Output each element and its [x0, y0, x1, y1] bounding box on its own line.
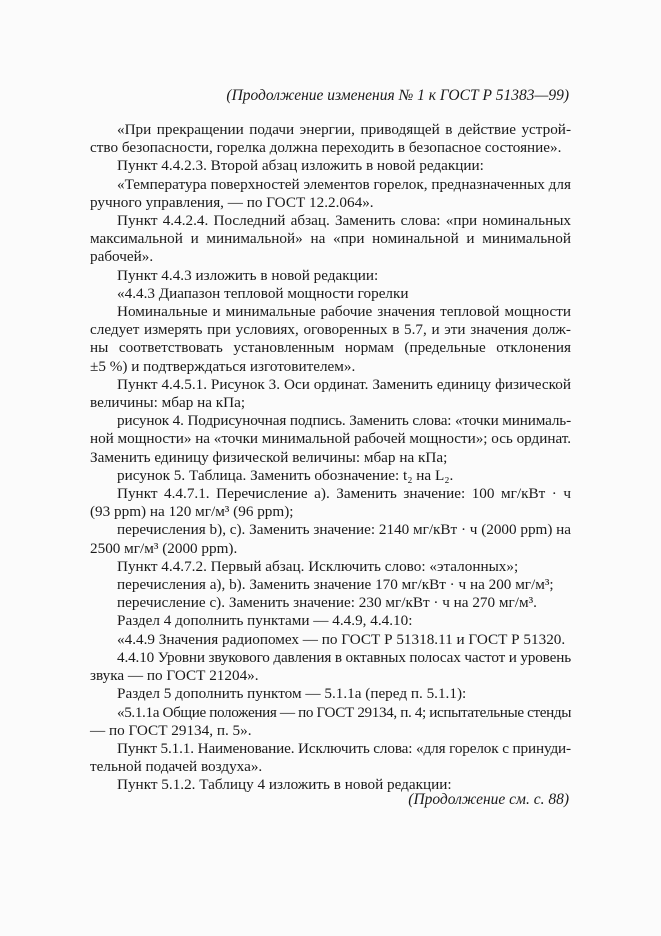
text-line: ство безопасности, горелка должна переходить в безопасное состояние».: [90, 139, 562, 157]
text-line: перечисления а), b). Заменить значение 170 мг/кВт · ч на 200 мг/м³;: [117, 576, 554, 594]
text-line: Пункт 5.1.1. Наименование. Исключить слова: «для горелок с принуди-: [117, 739, 571, 757]
text-line: рисунок 4. Подрисуночная подпись. Заменить слова: «точки минималь-: [117, 412, 572, 430]
paragraph: [90, 157, 571, 175]
page-footer: (Продолжение см. с. 88): [408, 791, 569, 808]
paragraph: [90, 704, 571, 740]
text-line: перечисление с). Заменить значение: 230 мг/кВт · ч на 270 мг/м³.: [117, 594, 537, 612]
paragraph: [90, 594, 571, 612]
text-line: Заменить единицу физической величины: мбар на кПа;: [90, 448, 448, 466]
text-line: Пункт 4.4.2.3. Второй абзац изложить в новой редакции:: [117, 157, 484, 175]
text-line: ±5 %) и подтверждаться изготовителем».: [90, 357, 356, 375]
paragraph: [90, 521, 571, 557]
text-line: Номинальные и минимальные рабочие значения тепловой мощности: [117, 303, 571, 321]
text-line: Пункт 4.4.7.1. Перечисление а). Заменить значение: 100 мг/кВт · ч: [117, 485, 571, 503]
text-line: рисунок 5. Таблица. Заменить обозначение: t₂ на L₂.: [117, 466, 454, 484]
text-line: ручного управления, — по ГОСТ 12.2.064».: [90, 193, 374, 211]
text-line: тельной подачей воздуха».: [90, 758, 263, 776]
paragraph: [90, 740, 571, 776]
text-line: Пункт 4.4.5.1. Рисунок 3. Оси ординат. Заменить единицу физической: [117, 375, 571, 393]
paragraph: [90, 121, 571, 157]
text-line: величины: мбар на кПа;: [90, 394, 246, 412]
paragraph: [90, 267, 571, 285]
text-line: Пункт 4.4.7.2. Первый абзац. Исключить слово: «эталонных»;: [117, 557, 519, 575]
text-line: ной мощности» на «точки минимальной рабочей мощности»; ось ординат.: [90, 430, 572, 448]
paragraph: [90, 576, 571, 594]
paragraph: [90, 412, 571, 467]
paragraph: [90, 649, 571, 685]
text-line: Раздел 5 дополнить пунктом — 5.1.1а (перед п. 5.1.1):: [117, 685, 467, 703]
text-line: Пункт 5.1.2. Таблицу 4 изложить в новой редакции:: [117, 776, 452, 794]
text-line: максимальной и минимальной» на «при номинальной и минимальной: [90, 230, 571, 248]
text-line: Раздел 4 дополнить пунктами — 4.4.9, 4.4.10:: [117, 612, 413, 630]
paragraph: [90, 467, 571, 485]
text-line: «5.1.1а Общие положения — по ГОСТ 29134, п. 4; испытательные стенды: [117, 703, 572, 721]
text-line: рабочей».: [90, 248, 154, 266]
text-line: «4.4.9 Значения радиопомех — по ГОСТ Р 51318.11 и ГОСТ Р 51320.: [117, 630, 566, 648]
paragraph: [90, 485, 571, 521]
text-line: «4.4.3 Диапазон тепловой мощности горелки: [117, 284, 409, 302]
page-header: (Продолжение изменения № 1 к ГОСТ Р 51383—99): [226, 87, 569, 104]
paragraph: [90, 685, 571, 703]
text-line: следует измерять при условиях, оговоренных в 5.7, и эти значения долж-: [90, 321, 571, 339]
text-line: Пункт 4.4.3 изложить в новой редакции:: [117, 266, 379, 284]
text-line: ны соответствовать установленным нормам (предельные отклонения: [90, 339, 571, 357]
paragraph: [90, 631, 571, 649]
text-line: Пункт 4.4.2.4. Последний абзац. Заменить слова: «при номинальных: [117, 212, 571, 230]
paragraph: [90, 612, 571, 630]
paragraph: [90, 376, 571, 412]
text-line: «При прекращении подачи энергии, приводящей в действие устрой-: [117, 121, 571, 138]
paragraph: [90, 558, 571, 576]
paragraph: [90, 285, 571, 303]
text-line: 2500 мг/м³ (2000 ppm).: [90, 539, 238, 557]
text-line: перечисления b), с). Заменить значение: 2140 мг/кВт · ч (2000 ppm) на: [117, 521, 572, 539]
document-body: [90, 121, 571, 795]
paragraph: [90, 212, 571, 267]
text-line: — по ГОСТ 29134, п. 5».: [90, 721, 252, 739]
paragraph: [90, 176, 571, 212]
text-line: звука — по ГОСТ 21204».: [90, 667, 259, 685]
text-line: 4.4.10 Уровни звукового давления в октавных полосах частот и уровень: [117, 648, 571, 666]
text-line: (93 ppm) на 120 мг/м³ (96 ppm);: [90, 503, 294, 521]
paragraph: [90, 303, 571, 376]
text-line: «Температура поверхностей элементов горелок, предназначенных для: [117, 175, 571, 193]
